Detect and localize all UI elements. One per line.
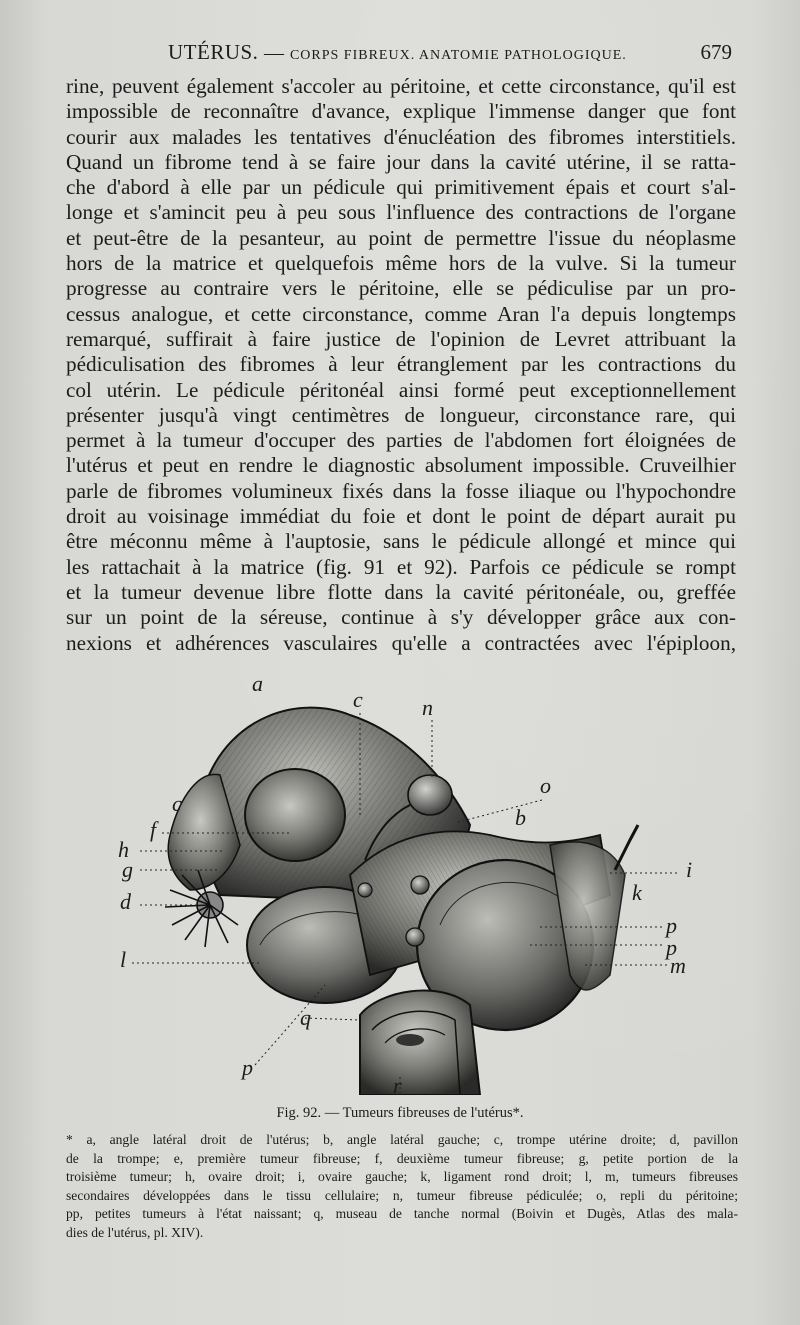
label-i: i [686, 857, 693, 882]
body-line: Quand un fibrome tend à se faire jour dans la cavité utérine, il se ratta- [66, 149, 736, 174]
label-q: q [300, 1005, 311, 1030]
body-line: nexions et adhérences vasculaires qu'elle a contractées avec l'épiploon, [66, 630, 736, 655]
legend-line: dies de l'utérus, pl. XIV). [66, 1224, 204, 1240]
body-paragraph [66, 74, 736, 656]
legend-line: de la trompe; e, première tumeur fibreuse; f, deuxième tumeur fibreuse; g, petite portion de la [66, 1150, 738, 1166]
label-d: d [120, 889, 131, 914]
body-line: che d'abord à elle par un pédicule qui primitivement épais et court s'al- [66, 175, 736, 200]
body-line: parle de fibromes volumineux fixés dans la fosse iliaque ou l'hypochondre [66, 478, 736, 503]
running-title-sub: CORPS FIBREUX. ANATOMIE PATHOLOGIQUE. [289, 48, 627, 63]
body-line: être méconnu même à l'auptosie, sans le pédicule allongé et mince qui [66, 529, 736, 554]
label-b: b [515, 805, 526, 830]
body-line: cessus analogue, et cette circonstance, comme Aran l'a depuis longtemps [66, 301, 736, 326]
uterus-drawing [165, 708, 638, 1095]
figure-caption [0, 1105, 800, 1122]
running-title-main: UTÉRUS. [168, 40, 259, 64]
label-l: l [120, 947, 127, 972]
legend-line: secondaires développées dans le tissu cellulaire; n, tumeur fibreuse pédiculée; o, repli du péritoine; [66, 1187, 738, 1203]
anatomical-illustration [110, 675, 710, 1095]
label-o: o [540, 773, 551, 798]
body-line: pédiculisation des fibromes à leur étranglement par les contractions du [66, 352, 736, 377]
body-line: et la tumeur devenue libre flotte dans la cavité péritonéale, ou, greffée [66, 579, 736, 604]
body-line: droit au voisinage immédiat du foie et dont le point de départ aurait pu [66, 504, 736, 529]
figure-number: Fig. 92. [276, 1105, 322, 1121]
body-line: les rattachait à la matrice (fig. 91 et 92). Parfois ce pédicule se rompt [66, 554, 736, 579]
body-line: hors de la matrice et quelquefois même hors de la vulve. Si la tumeur [66, 251, 736, 276]
label-g: g [122, 857, 133, 882]
body-line: courir aux malades les tentatives d'énucléation des fibromes interstitiels. [66, 124, 736, 149]
body-line: l'utérus et peut en rendre le diagnostic absolument impossible. Cruveilhier [66, 453, 736, 478]
label-r: r [393, 1073, 402, 1095]
body-line: rine, peuvent également s'accoler au péritoine, et cette circonstance, qu'il est [66, 74, 736, 98]
figure-title: — Tumeurs fibreuses de l'utérus*. [321, 1105, 524, 1121]
legend-line: * a, angle latéral droit de l'utérus; b, angle latéral gauche; c, trompe utérine droite; d, pavillon [66, 1132, 738, 1147]
label-n: n [422, 695, 433, 720]
running-title [168, 40, 627, 65]
label-f: f [150, 817, 157, 842]
figure-legend [66, 1131, 738, 1243]
legend-line: pp, petites tumeurs à l'état naissant; q, museau de tanche normal (Boivin et Dugès, Atlas des mala- [66, 1206, 738, 1222]
body-line: permet à la tumeur d'occuper des parties de l'abdomen fort éloignées de [66, 428, 736, 453]
label-c-top: c [353, 687, 363, 712]
label-m: m [670, 953, 686, 978]
label-k: k [632, 880, 642, 905]
running-title-separator: — [258, 42, 290, 64]
body-line: col utérin. Le pédicule péritonéal ainsi formé peut exceptionnellement [66, 377, 736, 402]
page-number: 679 [700, 40, 732, 64]
label-p-2: p [666, 935, 677, 960]
body-line: et peut-être de la pesanteur, au point de permettre l'issue du néoplasme [66, 225, 736, 250]
label-c-left: c [172, 791, 182, 816]
legend-line: troisième tumeur; h, ovaire droit; i, ovaire gauche; k, ligament rond droit; l, m, tumeurs fibreuses [66, 1169, 738, 1185]
label-h: h [118, 837, 129, 862]
label-p-bottom: p [242, 1055, 253, 1080]
body-line: impossible de reconnaître d'avance, explique l'immense danger que font [66, 99, 736, 124]
body-line: sur un point de la séreuse, continue à s'y développer grâce aux con- [66, 605, 736, 630]
label-p-1: p [666, 913, 677, 938]
running-header [68, 40, 736, 68]
body-line: présenter jusqu'à vingt centimètres de longueur, circonstance rare, qui [66, 402, 736, 427]
body-line: remarqué, suffirait à faire justice de l'opinion de Levret attribuant la [66, 326, 736, 351]
label-a: a [252, 675, 263, 696]
body-line: progresse au contraire vers le péritoine, elle se pédiculise par un pro- [66, 276, 736, 301]
body-line: longe et s'amincit peu à peu sous l'influence des contractions de l'organe [66, 200, 736, 225]
